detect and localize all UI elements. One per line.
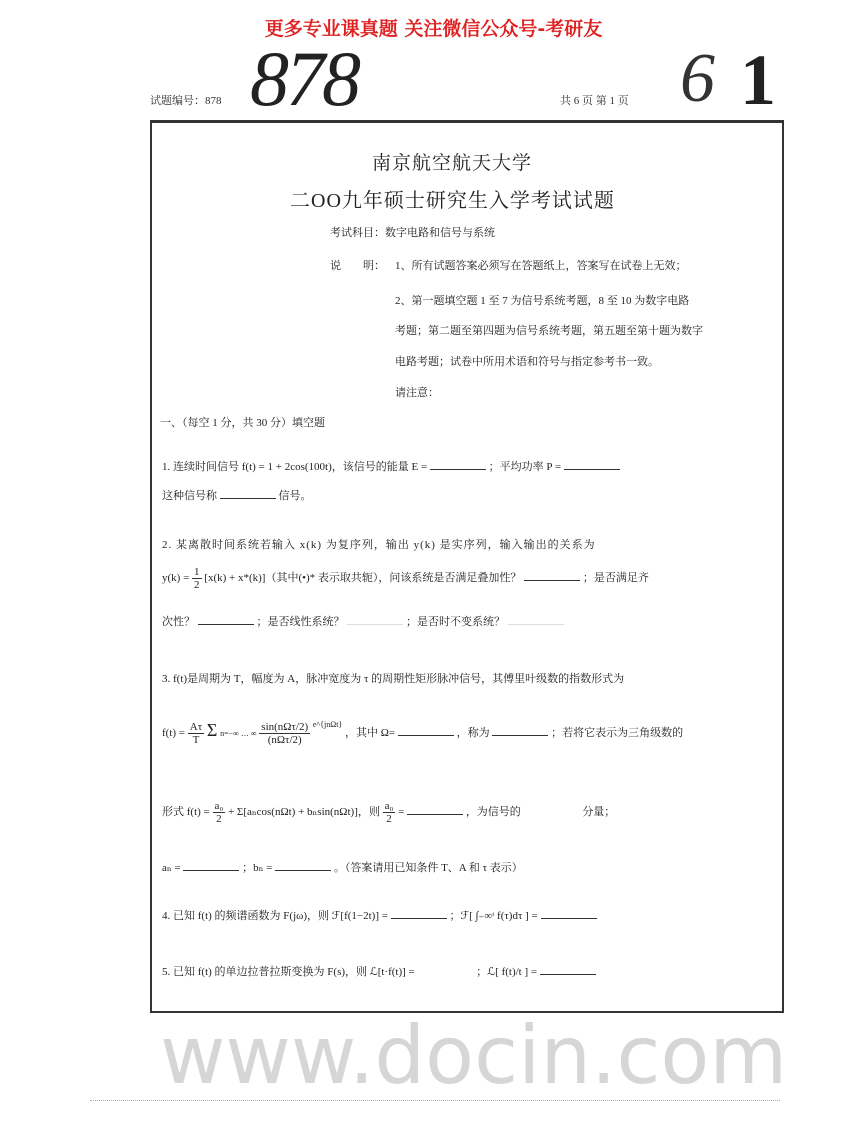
q2-ti-blank: [508, 612, 564, 625]
q1-text: 1. 连续时间信号 f(t) = 1 + 2cos(100t)，该信号的能量 E =: [162, 461, 428, 473]
attention-label: 请注意：: [395, 387, 439, 399]
q4-blank-2: [541, 906, 597, 919]
note-2c: 电路考题；试卷中所用术语和符号与指定参考书一致。: [395, 356, 659, 368]
q4-text: 4. 已知 f(t) 的频谱函数为 F(jω)，则 ℱ[f(1−2t)] =: [162, 910, 388, 922]
q3-a0-frac-2: [383, 800, 396, 825]
notes-label: 说 明：: [330, 260, 385, 272]
note-2b: 考题；第二题至第四题为信号系统考题，第五题至第十题为数字: [395, 325, 703, 337]
q3-eq: =: [398, 806, 405, 819]
q3-an-blank: [183, 858, 239, 871]
q2-rhs-end: ；是否满足齐: [582, 572, 649, 585]
promo-banner: 更多专业课真题 关注微信公众号-考研友: [264, 18, 603, 40]
exam-title: 二OO九年硕士研究生入学考试试题: [290, 190, 615, 212]
q2-superposition-blank: [524, 568, 580, 581]
watermark: www.docin.com: [160, 1009, 788, 1102]
exam-code-label: 试题编号：878: [150, 95, 222, 107]
q3-component-blank: [524, 802, 580, 815]
q1-type-end: 信号。: [278, 490, 312, 502]
q4-text-2: ；ℱ[ ∫₋∞ᵗ f(τ)dτ ] =: [449, 910, 538, 922]
q2-num: 1: [194, 566, 200, 578]
q2-homog-text: 次性？: [162, 616, 195, 628]
q1-power-text: ；平均功率 P =: [488, 461, 562, 473]
q3-a0-blank: [407, 802, 463, 815]
q3-a0-frac: [213, 800, 226, 825]
q3-coef-den: T: [192, 733, 200, 746]
q3-an-text: aₙ =: [162, 862, 181, 874]
q3-exp: e^{jnΩt}: [312, 720, 343, 729]
q1-type-text: 这种信号称: [162, 490, 217, 502]
note-1: 1、所有试题答案必须写在答题纸上，答案写在试卷上无效；: [395, 260, 687, 272]
exam-code-stamp: 878: [250, 35, 358, 122]
q5-text-2: ；ℒ[ f(t)/t ] =: [476, 966, 538, 978]
q1-type-blank: [220, 486, 276, 499]
q1-energy-blank: [430, 457, 486, 470]
q3-sinc: [259, 721, 310, 746]
q1-power-blank: [564, 457, 620, 470]
q2-den: 2: [194, 579, 200, 592]
q3-sum-range: n=−∞ … ∞: [220, 729, 257, 738]
q2-ti-text: ；是否时不变系统？: [406, 616, 505, 628]
q3-sinc-num: sin(nΩτ/2): [261, 720, 309, 733]
q3-coef: [188, 721, 204, 746]
q2-linear-blank: [347, 612, 403, 625]
q3-component-text: ，为信号的: [465, 806, 521, 819]
page-count-label: 共 6 页 第 1 页: [560, 95, 629, 107]
q5-blank-2: [540, 962, 596, 975]
q3-trig-lhs: 形式 f(t) =: [162, 806, 210, 819]
q3-called-text: ，称为: [456, 727, 490, 739]
q3-a0-num-2: a₀: [384, 800, 394, 812]
q4-blank-1: [391, 906, 447, 919]
q3-note: 。（答案请用已知条件 T、A 和 τ 表示）: [333, 862, 523, 874]
q3-trig-text: ；若将它表示为三角级数的: [551, 727, 684, 739]
q3-component-end: 分量；: [582, 806, 616, 819]
note-2a: 2、第一题填空题 1 至 7 为信号系统考题，8 至 10 为数字电路: [395, 295, 690, 307]
q3-called-blank: [492, 723, 548, 736]
q3-omega-text: ，其中 Ω=: [345, 727, 396, 739]
q3-sum: Σ: [206, 720, 218, 740]
q3-bn-text: ；bₙ =: [242, 862, 273, 874]
q3-a0-den: 2: [216, 813, 222, 826]
q3-lhs: f(t) =: [162, 727, 185, 739]
q3-bn-blank: [275, 858, 331, 871]
q3-text: 3. f(t)是周期为 T，幅度为 A，脉冲宽度为 τ 的周期性矩形脉冲信号，其傅里叶级数的指数形式为: [162, 673, 625, 685]
q2-homog-blank: [198, 612, 254, 625]
page-number-stamp: 1: [740, 40, 776, 120]
section-1-heading: 一、（每空 1 分，共 30 分）填空题: [160, 417, 325, 429]
q2-text: 2. 某离散时间系统若输入 x(k) 为复序列，输出 y(k) 是实序列，输入输出的关系为: [162, 539, 596, 551]
q5-text: 5. 已知 f(t) 的单边拉普拉斯变换为 F(s)，则 ℒ[t·f(t)] =: [162, 966, 415, 978]
q3-omega-blank: [398, 723, 454, 736]
total-pages-stamp: 6: [680, 40, 715, 117]
q2-lhs: y(k) =: [162, 572, 190, 585]
q2-rhs: [x(k) + x*(k)]（其中(•)* 表示取共轭），问该系统是否满足叠加性？: [204, 572, 522, 585]
q3-a0-num: a₀: [214, 800, 224, 812]
q2-linear-text: ；是否线性系统？: [256, 616, 345, 628]
q3-a0-den-2: 2: [386, 813, 392, 826]
q3-coef-num: Aτ: [189, 720, 203, 733]
q3-trig-body: + Σ[aₙcos(nΩt) + bₙsin(nΩt)]，则: [227, 806, 380, 819]
q5-blank-1: [418, 962, 474, 975]
exam-subject: 考试科目：数字电路和信号与系统: [330, 227, 495, 239]
scan-artifact-line: [90, 1100, 780, 1101]
q2-fraction: [192, 566, 202, 591]
university-title: 南京航空航天大学: [372, 153, 533, 174]
q3-sinc-den: (nΩτ/2): [267, 733, 302, 746]
